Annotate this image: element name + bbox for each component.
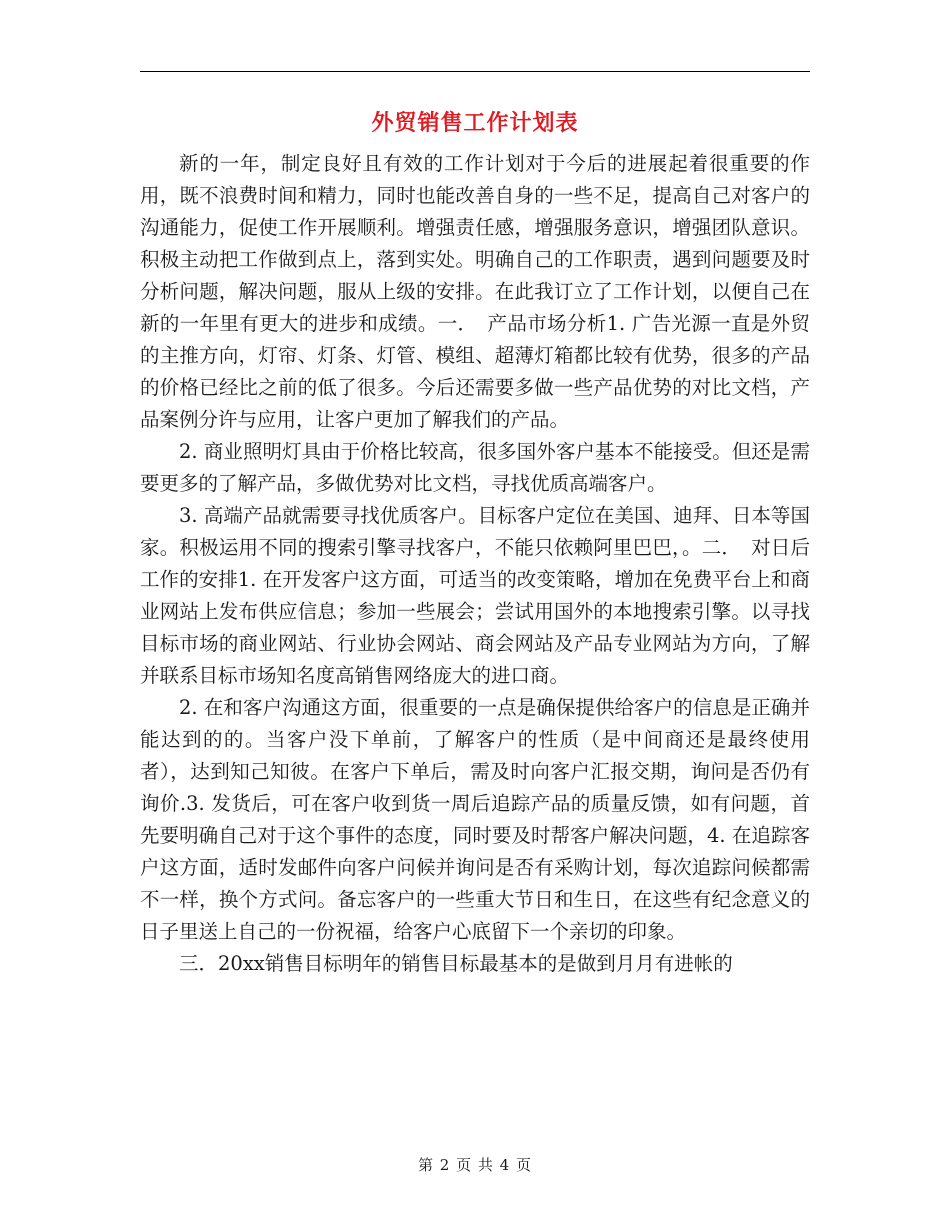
- paragraph-customer-communication: 2. 在和客户沟通这方面，很重要的一点是确保提供给客户的信息是正确并能达到的的。当客户没下单前，了解客户的性质（是中间商还是最终使用者），达到知己知彼。在客户下单后，需及时向客户汇报交期，询问是否仍有询价.3. 发货后，可在客户收到货一周后追踪产品的质量反馈，如有问题，首先要明确自己对于这个事件的态度，同时要及时帮客户解决问题，4. 在追踪客户这方面，适时发邮件向客户问候并询问是否有采购计划，每次追踪问候都需不一样，换个方式问。备忘客户的一些重大节日和生日，在这些有纪念意义的日子里送上自己的一份祝福，给客户心底留下一个亲切的印象。: [140, 696, 810, 943]
- paragraph-sales-target: 三．20xx销售目标明年的销售目标最基本的是做到月月有进帐的: [179, 952, 733, 975]
- header-rule: [140, 71, 810, 72]
- paragraph-intro: 新的一年，制定良好且有效的工作计划对于今后的进展起着很重要的作用，既不浪费时间和精力，同时也能改善自身的一些不足，提高自己对客户的沟通能力，促使工作开展顺利。增强责任感，增强服务意识，增强团队意识。积极主动把工作做到点上，落到实处。明确自己的工作职责，遇到问题要及时分析问题，解决问题，服从上级的安排。在此我订立了工作计划，以便自己在新的一年里有更大的进步和成绩。一． 产品市场分析1. 广告光源一直是外贸的主推方向，灯帘、灯条、灯管、模组、超薄灯箱都比较有优势，很多的产品的价格已经比之前的低了很多。今后还需要多做一些产品优势的对比文档，产品案例分许与应用，让客户更加了解我们的产品。: [140, 152, 810, 431]
- paragraph-high-end-products: 3. 高端产品就需要寻找优质客户。目标客户定位在美国、迪拜、日本等国家。积极运用不同的搜索引擎寻找客户，不能只依赖阿里巴巴，。二． 对日后工作的安排1. 在开发客户这方面，可适当的改变策略，增加在免费平台上和商业网站上发布供应信息；参加一些展会；尝试用国外的本地搜索引擎。以寻找目标市场的商业网站、行业协会网站、商会网站及产品专业网站为方向，了解并联系目标市场知名度高销售网络庞大的进口商。: [140, 504, 810, 687]
- document-body: [140, 148, 810, 980]
- paragraph-commercial-lighting: 2. 商业照明灯具由于价格比较高，很多国外客户基本不能接受。但还是需要更多的了解产品，多做优势对比文档，寻找优质高端客户。: [140, 440, 810, 495]
- page-number: 第 2 页 共 4 页: [418, 1156, 532, 1174]
- document-title: 外贸销售工作计划表: [371, 110, 579, 136]
